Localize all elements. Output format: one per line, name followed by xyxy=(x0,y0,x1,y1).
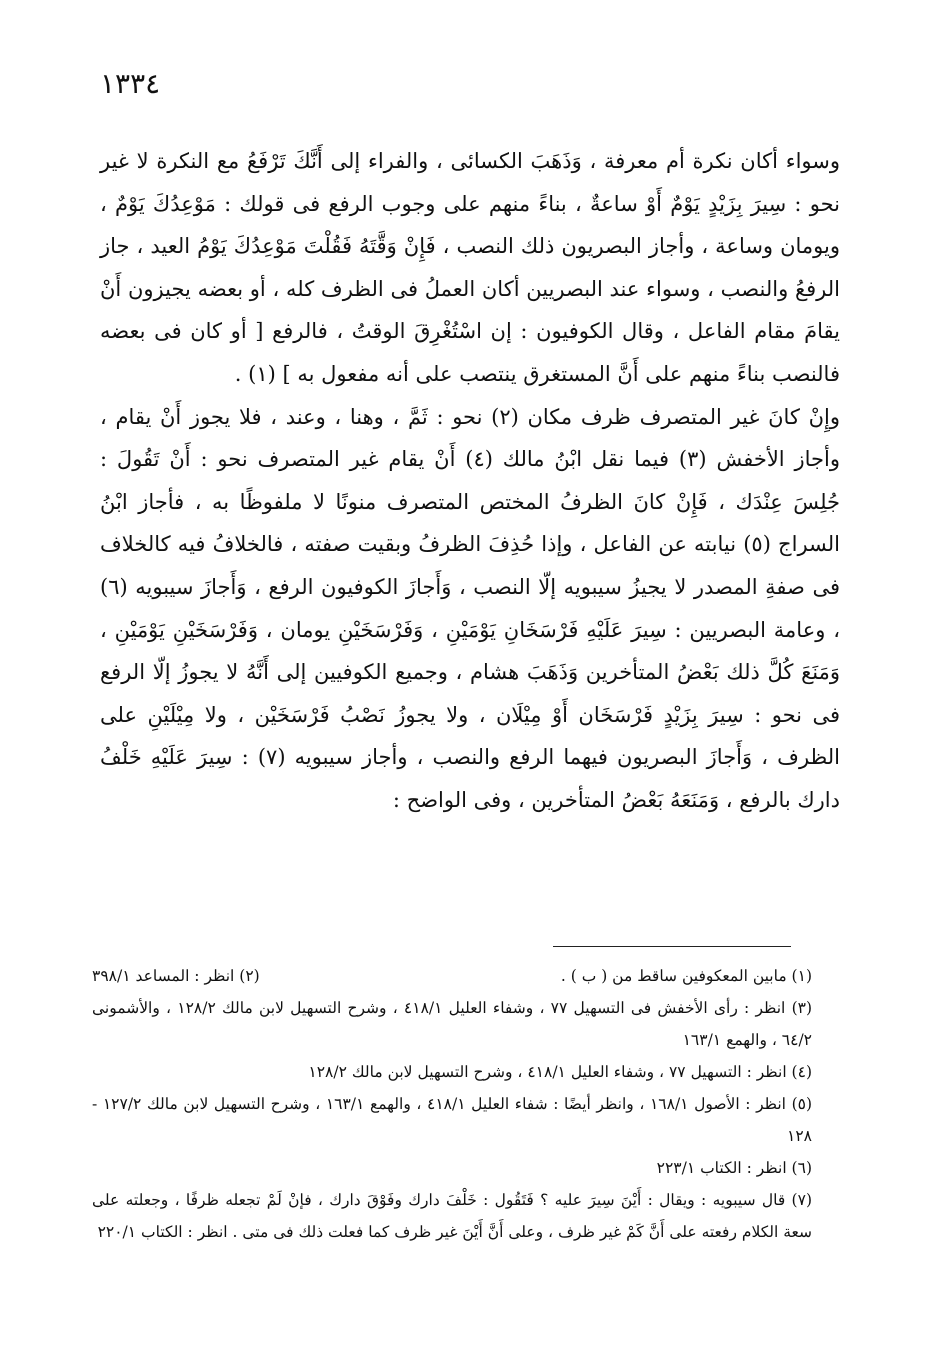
footnote-row xyxy=(92,960,812,992)
footnote-divider xyxy=(553,946,791,947)
paragraph: وإِنْ كانَ غير المتصرف ظرف مكان (٢) نحو : ثَمَّ ، وهنا ، وعند ، فلا يجوز أَنْ يقام ، وأجاز الأخفش (٣) فيما نقل ابْنُ مالك (٤) أَنْ يقام غير المتصرف نحو : أَنْ تَقُولَ : جُلِسَ عِنْدَك ، فَإِنْ كانَ الظرفُ المختص المتصرف منونًا لا ملفوظًا به ، فأجاز ابْنُ السراج (٥) نيابته عن الفاعل ، وإذا حُذِفَ الظرفُ وبقيت صفته ، فالخلافُ فيه كالخلاف فى صفةِ المصدر لا يجيزُ سيبويه إلّا النصب ، وَأَجازَ الكوفيون الرفع ، وَأَجازَ سيبويه (٦) ، وعامة البصريين : سِيرَ عَلَيْهِ فَرْسَخَانِ يَوْمَيْنِ ، وَفَرْسَخَيْنِ يومان ، وَفَرْسَخَيْنِ يَوْمَيْنِ ، وَمَنَعَ كُلَّ ذلك بَعْضُ المتأخرين وَذَهَبَ هشام ، وجميع الكوفيين إلى أَنَّهُ لا يجوزُ إلّا الرفع فى نحو : سِيرَ بِزَيْدٍ فَرْسَخَان أَوْ مِيْلَان ، ولا يجوزُ نَصْبُ فَرْسَخَيْن ، ولا مِيْلَيْنِ على الظرف ، وَأَجازَ البصريون فيهما الرفع والنصب ، وأجاز سيبويه (٧) : سِيرَ عَلَيْهِ خَلْفُ دارك بالرفع ، وَمَنَعَهُ بَعْضُ المتأخرين ، وفى الواضح : xyxy=(100,404,841,812)
footnote-4: (٤) انظر : التسهيل ٧٧ ، وشفاء العليل ٤١٨/١ ، وشرح التسهيل لابن مالك ١٢٨/٢ xyxy=(308,1063,812,1081)
footnote-3: (٣) انظر : رأى الأخفش فى التسهيل ٧٧ ، وشفاء العليل ٤١٨/١ ، وشرح التسهيل لابن مالك ١٢٨/٢ ، والأشمونى ٦٤/٢ ، والهمع ١٦٣/١ xyxy=(92,999,813,1049)
footnote-5: (٥) انظر : الأصول ١٦٨/١ ، وانظر أيضًا : شفاء العليل ٤١٨/١ ، والهمع ١٦٣/١ ، وشرح التسهيل لابن مالك ١٢٧/٢ - ١٢٨ xyxy=(92,1095,813,1145)
main-text xyxy=(100,140,840,822)
footnotes xyxy=(92,960,812,1248)
footnote-2: (٢) انظر : المساعد ٣٩٨/١ xyxy=(92,967,260,985)
footnote-1: (١) مابين المعكوفين ساقط من ( ب ) . xyxy=(560,967,812,985)
page-number: ١٣٣٤ xyxy=(100,67,161,100)
footnote-7: (٧) قال سيبويه : ويقال : أَيْنَ سِيرَ عليه ؟ فَتَقُول : خَلْفَ دارك وفَوْقَ دارك ، فإنْ لَمْ تجعله ظرفًا ، وجعلته على سعة الكلام رفعته على أَنَّ كَمْ غير ظرف ، وعلى أَنَّ أَيْنَ غير ظرف كما فعلت ذلك فى متى . انظر : الكتاب ٢٢٠/١ xyxy=(92,1191,812,1241)
paragraph: وسواء أكان نكرة أم معرفة ، وَذَهَبَ الكسائى ، والفراء إلى أَنَّكَ تَرْفَعُ مع النكرة لا غير نحو : سِيرَ بِزَيْدٍ يَوْمٌ أَوْ ساعةٌ ، بناءً منهم على وجوب الرفع فى قولك : مَوْعِدُكَ يَوْمٌ ، ويومان وساعة ، وأجاز البصريون ذلك النصب ، فَإِنْ وَقَّتَهُ فَقُلْتَ مَوْعِدُكَ يَوْمُ العيد ، جاز الرفعُ والنصب ، وسواء عند البصريين أكان العملُ فى الظرف كله ، أو بعضه يجيزون أَنْ يقامَ مقام الفاعل ، وقال الكوفيون : إن اسْتُغْرِقَ الوقتُ ، فالرفع [ أو كان فى بعضه فالنصب بناءً منهم على أَنَّ المستغرق ينتصب على أنه مفعول به ] (١) . xyxy=(100,149,840,386)
footnote-6: (٦) انظر : الكتاب ٢٢٣/١ xyxy=(656,1159,812,1177)
